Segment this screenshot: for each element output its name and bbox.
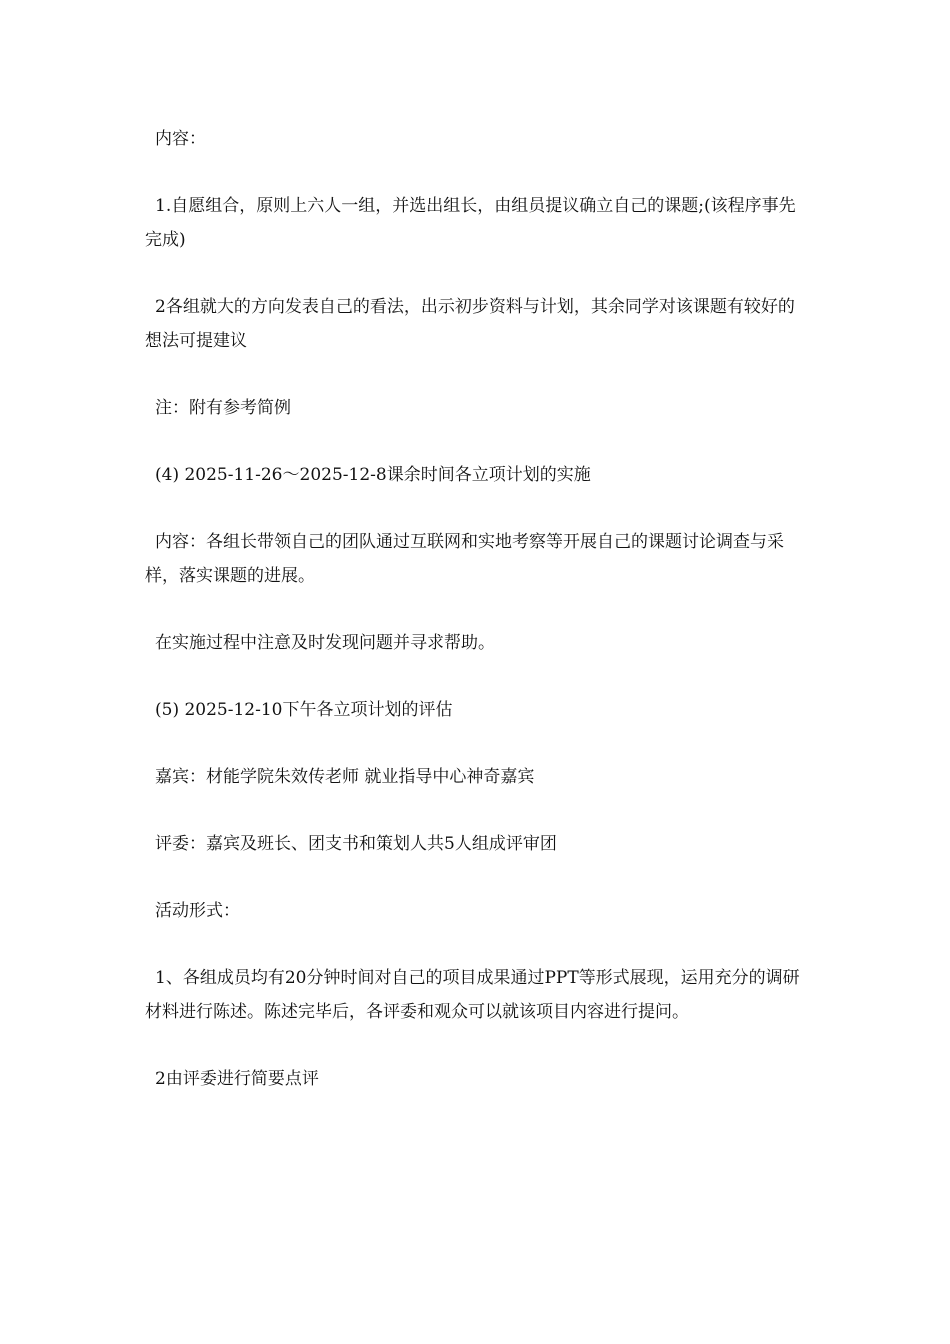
paragraph-note: 注：附有参考简例 [155, 398, 291, 418]
paragraph-phase-4-content: 内容：各组长带领自己的团队通过互联网和实地考察等开展自己的课题讨论调查与采样，落实课题的进展。 [145, 532, 784, 586]
paragraph-guests: 嘉宾：材能学院朱效传老师 就业指导中心神奇嘉宾 [155, 767, 535, 787]
paragraph-format-step-2: 2由评委进行简要点评 [155, 1069, 319, 1089]
paragraph-phase-4-reminder: 在实施过程中注意及时发现问题并寻求帮助。 [155, 633, 495, 653]
paragraph-format-step-1: 1、各组成员均有20分钟时间对自己的项目成果通过PPT等形式展现，运用充分的调研材料进行陈述。陈述完毕后，各评委和观众可以就该项目内容进行提问。 [145, 968, 800, 1022]
paragraph-step-2: 2各组就大的方向发表自己的看法，出示初步资料与计划，其余同学对该课题有较好的想法可提建议 [145, 297, 795, 351]
document-body [145, 122, 810, 1129]
paragraph-step-1: 1.自愿组合，原则上六人一组，并选出组长，由组员提议确立自己的课题;(该程序事先完成) [145, 196, 796, 250]
paragraph-phase-5: (5) 2025-12-10下午各立项计划的评估 [155, 700, 453, 720]
paragraph-content-heading: 内容： [155, 129, 206, 149]
paragraph-phase-4: (4) 2025-11-26～2025-12-8课余时间各立项计划的实施 [155, 465, 591, 485]
paragraph-judges: 评委：嘉宾及班长、团支书和策划人共5人组成评审团 [155, 834, 557, 854]
paragraph-activity-format: 活动形式： [155, 901, 240, 921]
